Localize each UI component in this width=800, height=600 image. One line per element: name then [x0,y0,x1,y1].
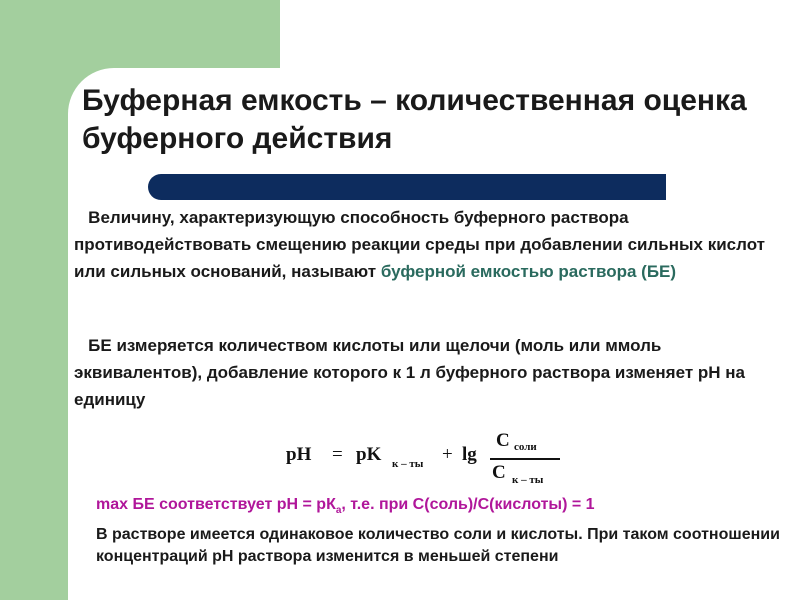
definition-highlight: буферной емкостью раствора (БЕ) [380,262,677,281]
formula-ph: pH [286,444,312,465]
formula-pk: pK [356,444,382,465]
formula-denominator-subscript: к – ты [512,474,544,486]
conclusion-paragraph: В растворе имеется одинаковое количество соли и кислоты. При таком соотношении концентраций рН раствора изменится в меньшей степени [96,526,780,565]
measure-text: БЕ измеряется количеством кислоты или щелочи (моль или ммоль эквивалентов), добавление которого к 1 л буферного раствора изменяет рН на единицу [74,336,745,409]
max-be-statement [96,494,776,522]
buffer-formula [286,428,586,492]
title-rule [164,174,666,200]
formula-pk-subscript: к – ты [392,458,424,470]
max-be-post: , т.е. при С(соль)/С(кислоты) = 1 [341,496,595,513]
formula-lg: lg [462,444,477,465]
formula-numerator-subscript: соли [514,441,537,453]
formula-numerator: C [496,430,510,451]
slide-title: Буферная емкость – количественная оценка буферного действия [82,84,747,155]
fraction-line [490,458,560,460]
formula-equals: = [332,444,343,465]
definition-text: Величину, характеризующую способность буферного раствора противодействовать смещению реакции среды при добавлении сильных кислот или сильных оснований, называют [74,208,765,281]
max-be-subscript: а [335,505,342,517]
measure-paragraph [74,332,774,413]
formula-plus: + [442,444,453,465]
formula-denominator: C [492,462,506,483]
definition-paragraph [74,204,774,285]
max-be-pre: max БЕ соответствует рН = рК [96,496,336,513]
